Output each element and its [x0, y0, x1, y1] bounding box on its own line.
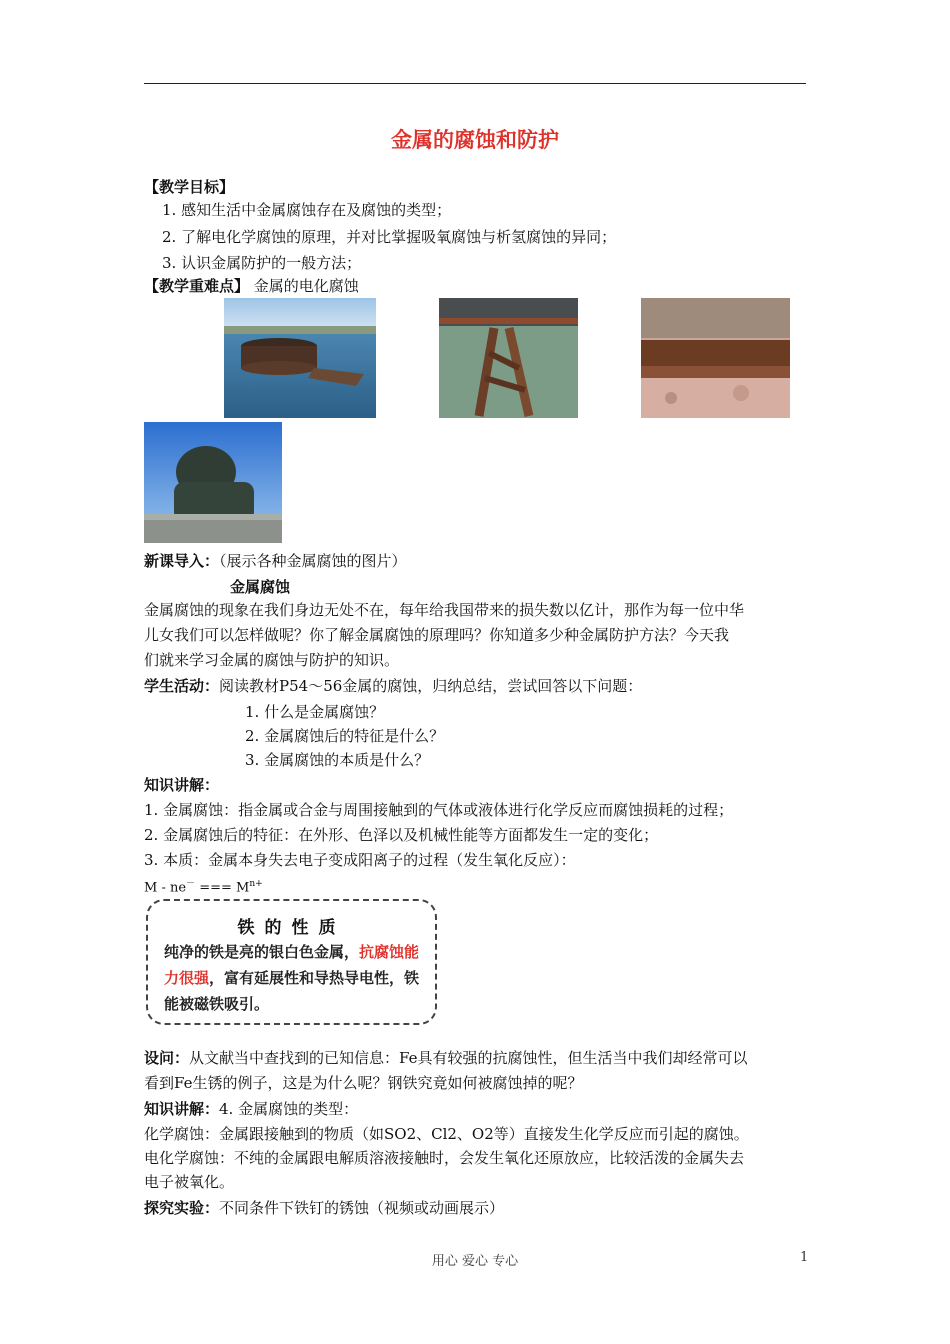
activity-question: 1. 什么是金属腐蚀？: [245, 703, 385, 721]
footer-motto: 用心 爱心 专心: [431, 1254, 519, 1269]
knowledge2-text: 4. 金属腐蚀的类型：: [219, 1100, 359, 1118]
question-text-line: 看到Fe生锈的例子，这是为什么呢？钢铁究竟如何被腐蚀掉的呢？: [144, 1074, 583, 1092]
activity-heading: 学生活动：: [144, 677, 220, 695]
harbor-wreck-photo: [224, 298, 376, 418]
intro-note: （展示各种金属腐蚀的图片）: [219, 552, 407, 570]
electrochemical-corrosion-text: 电子被氧化。: [144, 1173, 235, 1191]
question-line: [144, 1047, 747, 1069]
intro-heading: 新课导入：: [144, 552, 220, 570]
activity-question: 3. 金属腐蚀的本质是什么？: [245, 751, 430, 769]
objective-item: 3. 认识金属防护的一般方法；: [162, 254, 362, 272]
iron-box-text-part: 纯净的铁是亮的银白色金属，: [164, 943, 360, 961]
experiment-text: 不同条件下铁钉的锈蚀（视频或动画展示）: [219, 1199, 505, 1217]
keypoint-heading: 【教学重难点】: [144, 277, 250, 295]
knowledge2-line: [144, 1098, 358, 1120]
iron-properties-box: [146, 899, 437, 1025]
page-number: 1: [800, 1250, 809, 1265]
equation-part: M - ne: [144, 880, 187, 896]
knowledge-item: 1. 金属腐蚀：指金属或合金与周围接触到的气体或液体进行化学反应而腐蚀损耗的过程；: [144, 801, 734, 819]
page-title: 金属的腐蚀和防护: [391, 127, 559, 152]
keypoint-text: 金属的电化腐蚀: [249, 277, 359, 295]
knowledge2-heading: 知识讲解：: [144, 1100, 220, 1118]
knowledge-item: 3. 本质：金属本身失去电子变成阳离子的过程（发生氧化反应）：: [144, 851, 576, 869]
iron-box-text-part: ，富有延展性和导热导电性，铁能被磁铁吸引。: [164, 969, 420, 1013]
chemical-corrosion-text: 化学腐蚀：金属跟接触到的物质（如SO2、Cl2、O2等）直接发生化学反应而引起的腐蚀。: [144, 1125, 749, 1143]
iron-box-title: 铁的性质: [237, 918, 346, 938]
keypoint-line: [144, 275, 359, 297]
equation-superscript: －: [186, 879, 196, 889]
intro-paragraph-line: 金属腐蚀的现象在我们身边无处不在，每年给我国带来的损失数以亿计，那作为每一位中华: [144, 601, 745, 619]
intro-paragraph-line: 儿女我们可以怎样做呢？你了解金属腐蚀的原理吗？你知道多少种金属防护方法？今天我: [144, 626, 730, 644]
rusted-chain-photo: [439, 298, 578, 418]
activity-line: [144, 675, 642, 697]
iron-box-highlight: 抗腐蚀能力很强: [164, 943, 420, 987]
question-text: 从文献当中查找到的已知信息：Fe具有较强的抗腐蚀性，但生活当中我们却经常可以: [189, 1049, 748, 1067]
experiment-line: [144, 1197, 504, 1219]
equation-superscript: n+: [249, 879, 263, 889]
oxidation-equation: [144, 873, 263, 899]
bronze-lion-photo: [144, 422, 282, 543]
objective-item: 1. 感知生活中金属腐蚀存在及腐蚀的类型；: [162, 201, 452, 219]
iron-box-text: [164, 939, 426, 1017]
experiment-heading: 探究实验：: [144, 1199, 220, 1217]
knowledge-item: 2. 金属腐蚀后的特征：在外形、色泽以及机械性能等方面都发生一定的变化；: [144, 826, 659, 844]
rusty-metal-photo: [641, 298, 790, 418]
equation-part: === M: [195, 880, 250, 896]
electrochemical-corrosion-text: 电化学腐蚀：不纯的金属跟电解质溶液接触时，会发生氧化还原放应，比较活泼的金属失去: [144, 1149, 745, 1167]
intro-subheading: 金属腐蚀: [230, 578, 291, 596]
intro-line: [144, 550, 407, 572]
objectives-heading: 【教学目标】: [144, 178, 235, 196]
question-heading: 设问：: [144, 1049, 190, 1067]
objective-item: 2. 了解电化学腐蚀的原理，并对比掌握吸氧腐蚀与析氢腐蚀的异同；: [162, 228, 617, 246]
intro-paragraph-line: 们就来学习金属的腐蚀与防护的知识。: [144, 651, 400, 669]
knowledge-heading: 知识讲解：: [144, 776, 220, 794]
activity-text: 阅读教材P54～56金属的腐蚀，归纳总结，尝试回答以下问题：: [219, 677, 643, 695]
header-rule: [144, 83, 806, 84]
activity-question: 2. 金属腐蚀后的特征是什么？: [245, 727, 445, 745]
